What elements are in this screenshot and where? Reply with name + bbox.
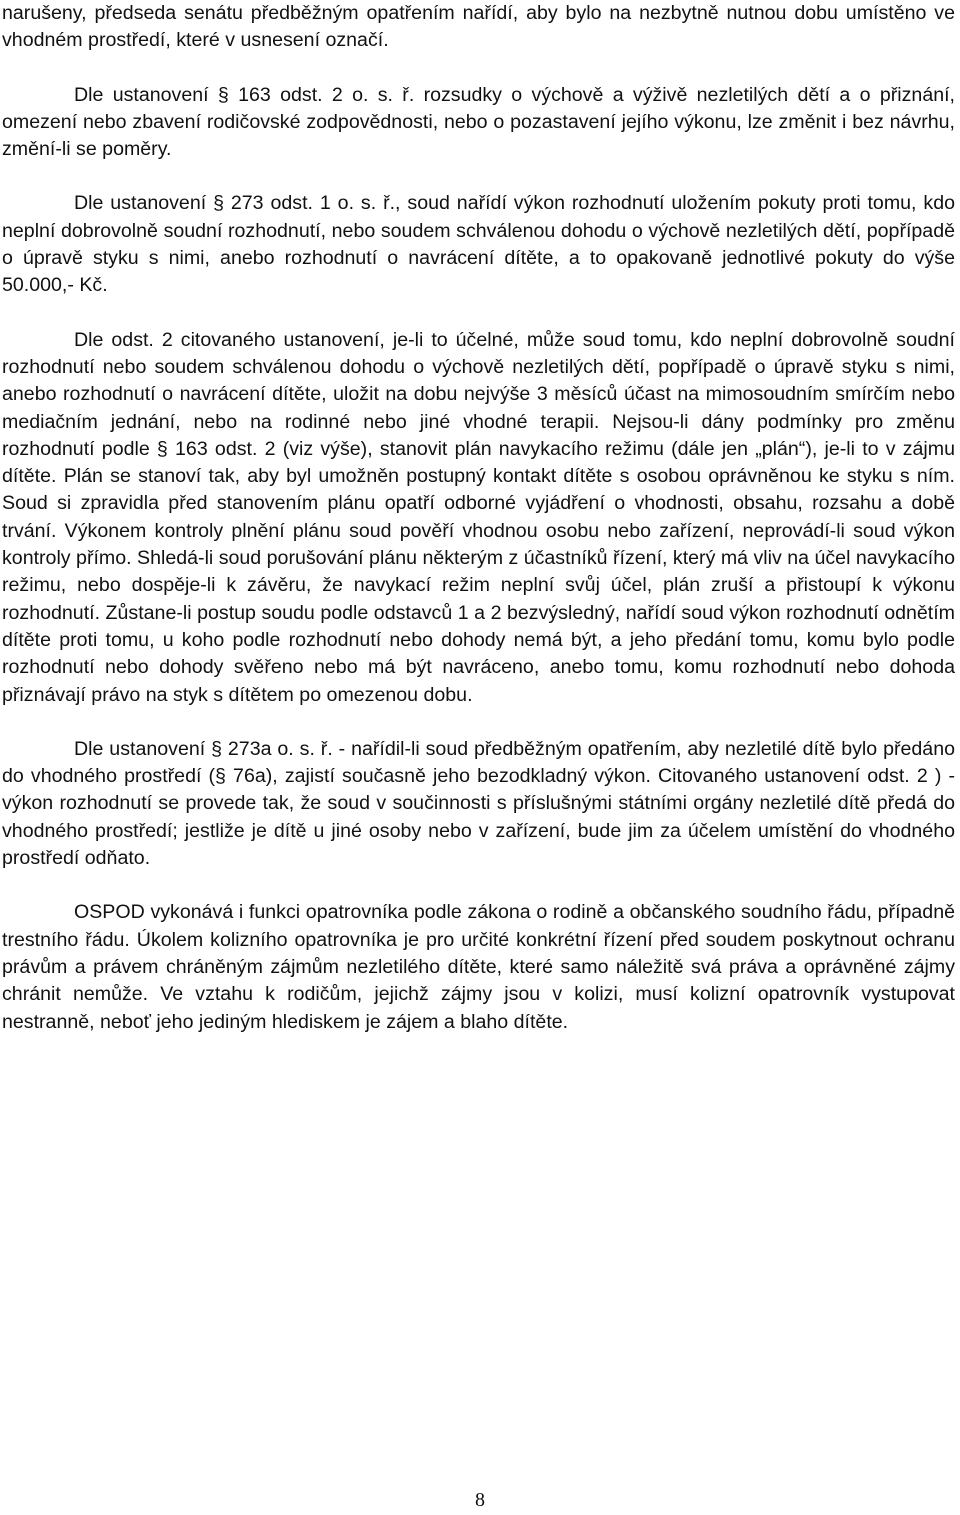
paragraph-ospod: OSPOD vykonává i funkci opatrovníka podle zákona o rodině a občanského soudního řádu, případně trestního řádu. Úkolem kolizního opatrovníka je pro určité konkrétní řízení před soudem poskytnout ochranu právům a právem chráněným zájmům nezletilého dítěte, které samo náležitě svá práva a oprávněné zájmy chránit nemůže. Ve vztahu k rodičům, jejichž zájmy jsou v kolizi, musí kolizní opatrovník vystupovat nestranně, neboť jeho jediným hlediskem je zájem a blaho dítěte. [2, 901, 955, 1033]
paragraph-section-273a: Dle ustanovení § 273a o. s. ř. - nařídil-li soud předběžným opatřením, aby nezletilé dítě bylo předáno do vhodného prostředí (§ 76a), zajistí současně jeho bezodkladný výkon. Citovaného ustanovení odst. 2 ) - výkon rozhodnutí se provede tak, že soud v součinnosti s příslušnými státními orgány nezletilé dítě předá do vhodného prostředí; jestliže je dítě u jiné osoby nebo v zařízení, bude jim za účelem umístění do vhodného prostředí odňato. [2, 737, 955, 870]
paragraph-section-273-1: Dle ustanovení § 273 odst. 1 o. s. ř., soud nařídí výkon rozhodnutí uložením pokuty proti tomu, kdo neplní dobrovolně soudní rozhodnutí, nebo soudem schválenou dohodu o výchově nezletilých dětí, popřípadě o úpravě styku s nimi, anebo rozhodnutí o navrácení dítěte, a to opakovaně jednotlivé pokuty do výše 50.000,- Kč. [2, 192, 955, 297]
document-page [2, 0, 955, 1036]
page-number: 8 [475, 1489, 485, 1511]
paragraph-continuation: narušeny, předseda senátu předběžným opatřením nařídí, aby bylo na nezbytně nutnou dobu umístěno ve vhodném prostředí, které v usnesení označí. [2, 2, 955, 52]
paragraph-section-273-2: Dle odst. 2 citovaného ustanovení, je-li to účelné, může soud tomu, kdo neplní dobrovolně soudní rozhodnutí nebo soudem schválenou dohodu o výchově nezletilých dětí, popřípadě o úpravě styku s nimi, anebo rozhodnutí o navrácení dítěte, uložit na dobu nejvýše 3 měsíců účast na mimosoudním smírčím nebo mediačním jednání, nebo na rodinné nebo jiné vhodné terapii. Nejsou-li dány podmínky pro změnu rozhodnutí podle § 163 odst. 2 (viz výše), stanovit plán navykacího režimu (dále jen „plán“), je-li to v zájmu dítěte. Plán se stanoví tak, aby byl umožněn postupný kontakt dítěte s osobou oprávněnou ke styku s ním. Soud si zpravidla před stanovením plánu opatří odborné vyjádření o vhodnosti, obsahu, rozsahu a době trvání. Výkonem kontroly plnění plánu soud pověří vhodnou osobu nebo zařízení, neprovádí-li soud výkon kontroly přímo. Shledá-li soud porušování plánu některým z účastníků řízení, který má vliv na účel navykacího režimu, nebo dospěje-li k závěru, že navykací režim neplní svůj účel, plán zruší a přistoupí k výkonu rozhodnutí. Zůstane-li postup soudu podle odstavců 1 a 2 bezvýsledný, nařídí soud výkon rozhodnutí odnětím dítěte proti tomu, u koho podle rozhodnutí nebo dohody nemá být, a jeho předání tomu, komu bylo podle rozhodnutí nebo dohody svěřeno nebo má být navráceno, anebo tomu, komu rozhodnutí nebo dohoda přiznávají právo na styk s dítětem po omezenou dobu. [2, 328, 955, 706]
paragraph-section-163: Dle ustanovení § 163 odst. 2 o. s. ř. rozsudky o výchově a výživě nezletilých dětí a o přiznání, omezení nebo zbavení rodičovské zodpovědnosti, nebo o pozastavení jejího výkonu, lze změnit i bez návrhu, změní-li se poměry. [2, 83, 955, 161]
